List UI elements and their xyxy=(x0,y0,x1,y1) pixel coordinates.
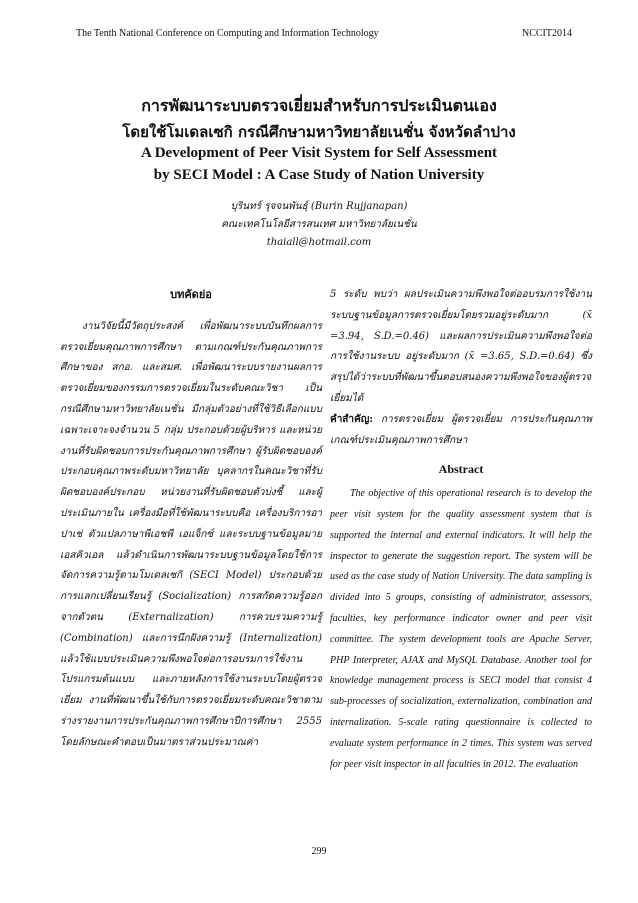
left-column xyxy=(60,285,322,754)
english-title-line-2: by SECI Model : A Case Study of Nation University xyxy=(153,167,485,183)
page-number: 299 xyxy=(311,846,327,857)
english-title-line-1: A Development of Peer Visit System for Self Assessment xyxy=(140,145,498,161)
thai-abstract-continuation: 5 ระดับ พบว่า ผลประเมินความพึงพอใจต่ออบรมการใช้งานระบบฐานข้อมูลการตรวจเยี่ยมโดยรวมอยู่ระดับมาก (x̄ =3.94, S.D.=0.46) และผลการประเมินความพึงพอใจต่อการใช้งานระบบ อยู่ระดับมาก (x̄ =3.65, S.D.=0.64) ซึ่งสรุปได้ว่าระบบที่พัฒนาขึ้นตอบสนองความพึงพอใจของผู้ตรวจเยี่ยมได้ xyxy=(330,289,592,404)
conference-name: The Tenth National Conference on Computing and Information Technology xyxy=(76,28,379,39)
running-header xyxy=(76,28,572,39)
conference-acronym: NCCIT2014 xyxy=(522,28,572,39)
author-block xyxy=(60,198,578,252)
thai-keywords xyxy=(330,410,592,452)
author-name: บุรินทร์ รุจจนพันธุ์ (Burin Rujjanapan) xyxy=(230,201,408,212)
keywords-text: การตรวจเยี่ยม ผู้ตรวจเยี่ยม การประกันคุณภาพ เกณฑ์ประเมินคุณภาพการศึกษา xyxy=(330,413,592,446)
thai-abstract-body: งานวิจัยนี้มีวัตถุประสงค์ เพื่อพัฒนาระบบบันทึกผลการตรวจเยี่ยมคุณภาพการศึกษา ตามเกณฑ์ประกันคุณภาพการศึกษาของ สกอ. และสมศ. เพื่อพัฒนาระบบรายงานผลการตรวจเยี่ยมของกรรมการตรวจเยี่ยมในระดับคณะวิชา เป็นกรณีศึกษามหาวิทยาลัยเนชั่น มีกลุ่มตัวอย่างที่ใช้วิธีเลือกแบบเฉพาะเจาะจงจำนวน 5 กลุ่ม ประกอบด้วยผู้บริหาร และหน่วยงานที่รับผิดชอบการประกันคุณภาพการศึกษา ผู้รับผิดชอบองค์ประกอบคุณภาพระดับมหาวิทยาลัย บุคลากรในคณะวิชาที่รับผิดชอบองค์ประกอบ หน่วยงานที่รับผิดชอบตัวบ่งชี้ และผู้ประเมินภายใน เครื่องมือที่ใช้พัฒนาระบบคือ เครื่องบริการอาปาเช่ ตัวแปลภาษาพีเอชพี เอแจ็กซ์ และระบบฐานข้อมูลมายเอสคิวเอล แล้วดำเนินการพัฒนาระบบฐานข้อมูลโดยใช้การจัดการความรู้ตามโมเดลเซกิ (SECI Model) ประกอบด้วย การแลกเปลี่ยนเรียนรู้ (Socialization) การสกัดความรู้ออกจากตัวตน (Externalization) การควบรวมความรู้ (Combination) และการนึกฝังความรู้ (Internalization) แล้วใช้แบบประเมินความพึงพอใจต่อการอบรมการใช้งานโปรแกรมต้นแบบ และภายหลังการใช้งานระบบโดยผู้ตรวจเยี่ยม งานที่พัฒนาขึ้นใช้กับการตรวจเยี่ยมระดับคณะวิชาตามร่างรายงานการประกันคุณภาพการศึกษาปีการศึกษา 2555 โดยลักษณะคำตอบเป็นมาตราส่วนประมาณค่า xyxy=(60,320,322,748)
thai-abstract-heading: บทคัดย่อ xyxy=(170,288,212,301)
author-affiliation: คณะเทคโนโลยีสารสนเทศ มหาวิทยาลัยเนชั่น xyxy=(221,219,417,230)
keywords-label: คำสำคัญ: xyxy=(330,413,373,425)
thai-title-line-2: โดยใช้โมเดลเซกิ กรณีศึกษามหาวิทยาลัยเนชั่น จังหวัดลำปาง xyxy=(122,123,516,141)
english-abstract-body: The objective of this operational research is to develop the peer visit system for the quality assessment system that is supported the internal and external indicators. It will help the inspector to generate the suggestion report. The system will be used as the case study of Nation University. The data sampling is divided into 5 groups, consisting of administrator, assessors, faculties, key performance indicator owner and peer visit committee. The system development tools are Apache Server, PHP Interpreter, AJAX and MySQL Database. Another tool for knowledge management process is SECI model that consist 4 sub-processes of socialization, externalization, combination and internalization. 5-scale rating questionnaire is collected to evaluate system performance in 2 times. This system was served for peer visit inspector in all faculties in 2012. The evaluation xyxy=(330,488,592,770)
author-email: thaiall@hotmail.com xyxy=(266,237,372,248)
english-abstract-heading: Abstract xyxy=(438,462,484,477)
thai-title-line-1: การพัฒนาระบบตรวจเยี่ยมสำหรับการประเมินตนเอง xyxy=(141,96,497,115)
title-block xyxy=(60,96,578,252)
right-column xyxy=(330,285,592,775)
